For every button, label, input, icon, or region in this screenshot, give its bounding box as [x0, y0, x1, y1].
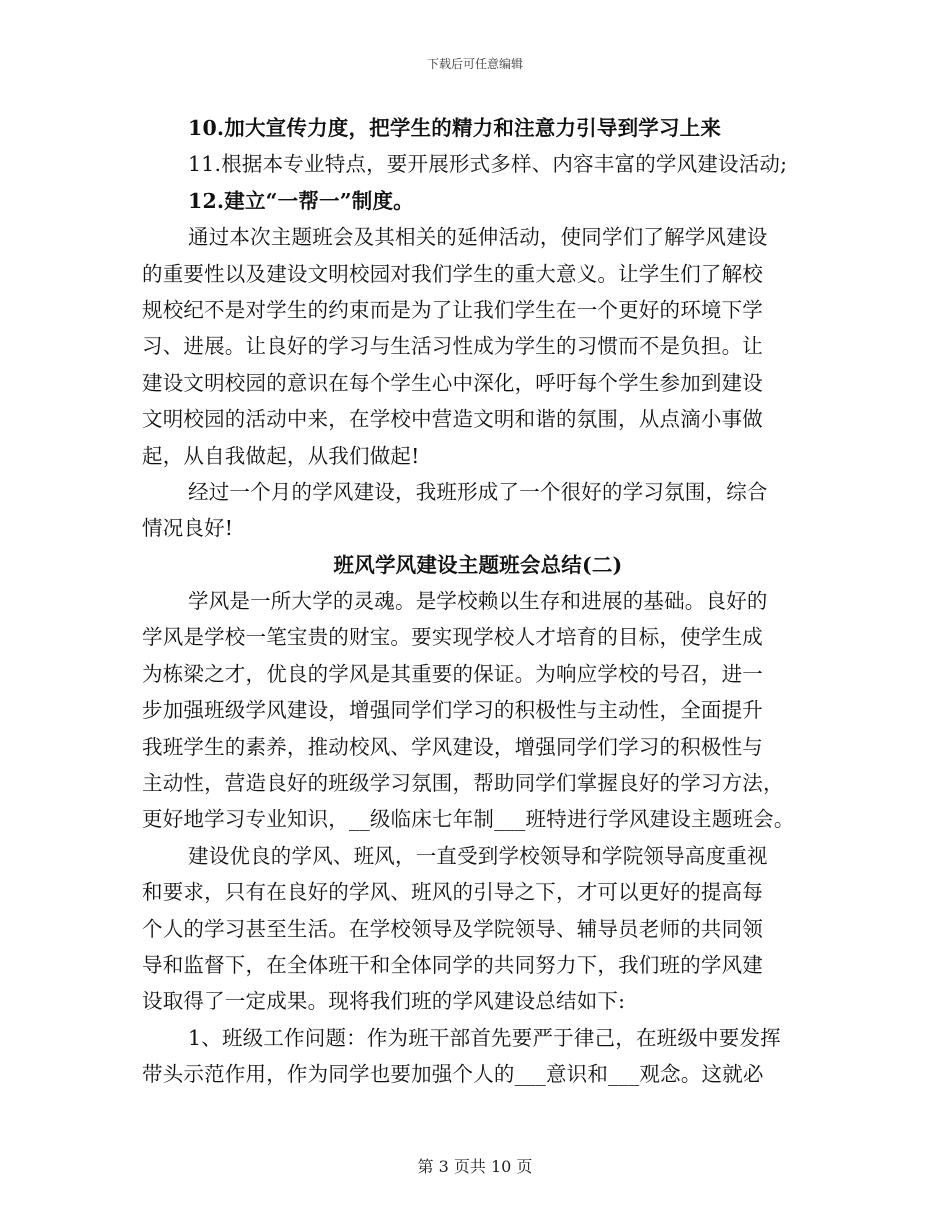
- header-note: 下载后可任意编辑: [426, 57, 523, 71]
- text-line: 起，从自我做起，从我们做起!: [142, 443, 420, 468]
- text-line: 和要求，只有在良好的学风、班风的引导之下，才可以更好的提高每: [142, 880, 763, 905]
- text-line: 12.建立“一帮一”制度。: [188, 188, 414, 213]
- text-line: 建设优良的学风、班风，一直受到学校领导和学院领导高度重视: [188, 843, 768, 868]
- text-line: 学风是一所大学的灵魂。是学校赖以生存和进展的基础。良好的: [188, 589, 768, 614]
- document-body: [142, 110, 814, 1093]
- text-line: 主动性，营造良好的班级学习氛围，帮助同学们掌握良好的学习方法，: [142, 771, 784, 796]
- text-line: 情况良好!: [142, 516, 234, 541]
- text-line: 步加强班级学风建设，增强同学们学习的积极性与主动性，全面提升: [142, 698, 763, 723]
- text-line: 文明校园的活动中来，在学校中营造文明和谐的氛围，从点滴小事做: [142, 407, 763, 432]
- text-line: 个人的学习甚至生活。在学校领导及学院领导、辅导员老师的共同领: [142, 916, 763, 941]
- text-line: 经过一个月的学风建设，我班形成了一个很好的学习氛围，综合: [188, 479, 768, 504]
- text-line: 10.加大宣传力度，把学生的精力和注意力引导到学习上来: [188, 116, 722, 140]
- text-line: 1、班级工作问题：作为班干部首先要严于律己，在班级中要发挥: [188, 1025, 781, 1050]
- text-line: 规校纪不是对学生的约束而是为了让我们学生在一个更好的环境下学: [142, 297, 763, 322]
- text-line: 带头示范作用，作为同学也要加强个人的___意识和___观念。这就必: [142, 1062, 764, 1087]
- text-line: 导和监督下，在全体班干和全体同学的共同努力下，我们班的学风建: [142, 952, 763, 977]
- text-line: 的重要性以及建设文明校园对我们学生的重大意义。让学生们了解校: [142, 261, 763, 286]
- text-line: 建设文明校园的意识在每个学生心中深化，呼吁每个学生参加到建设: [142, 370, 763, 395]
- text-line: 通过本次主题班会及其相关的延伸活动，使同学们了解学风建设: [188, 225, 768, 250]
- page-number: 第 3 页共 10 页: [417, 1157, 533, 1176]
- text-line: 更好地学习专业知识，__级临床七年制___班特进行学风建设主题班会。: [142, 807, 795, 832]
- text-line: 我班学生的素养，推动校风、学风建设，增强同学们学习的积极性与: [142, 734, 763, 759]
- text-line: 设取得了一定成果。现将我们班的学风建设总结如下:: [142, 989, 626, 1014]
- text-line: 习、进展。让良好的学习与生活习性成为学生的习惯而不是负担。让: [142, 334, 763, 359]
- text-line: 11.根据本专业特点，要开展形式多样、内容丰富的学风建设活动;: [188, 152, 788, 177]
- text-line: 为栋梁之才，优良的学风是其重要的保证。为响应学校的号召，进一: [142, 661, 763, 686]
- text-line: 学风是学校一笔宝贵的财宝。要实现学校人才培育的目标，使学生成: [142, 625, 763, 650]
- text-line: 班风学风建设主题班会总结(二): [333, 552, 623, 577]
